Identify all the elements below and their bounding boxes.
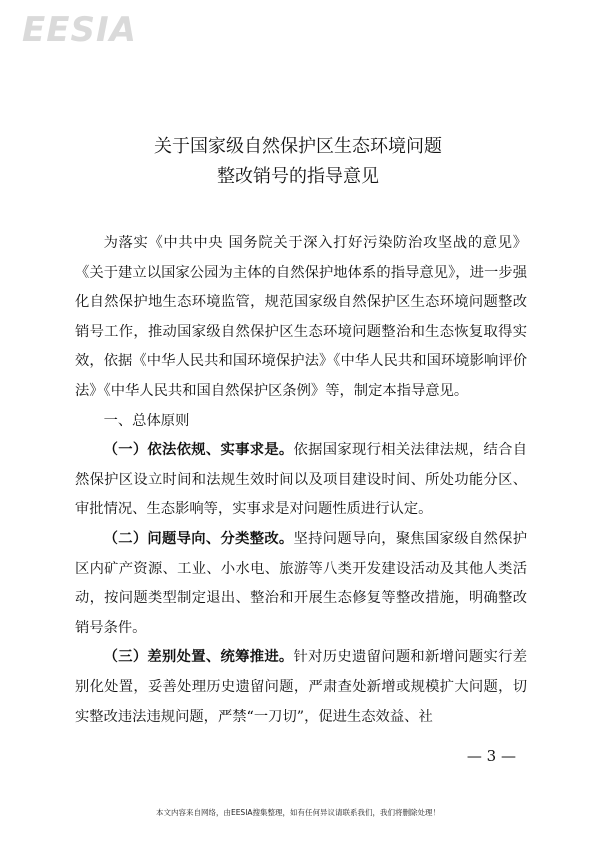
page-number: — 3 — — [466, 747, 516, 765]
intro-paragraph: 为落实《中共中央 国务院关于深入打好污染防治攻坚战的意见》《关于建立以国家公园为主体的自然保护地体系的指导意见》，进一步强化自然保护地生态环境监管，规范国家级自然保护区生态环境问题整改销号工作，推动国家级自然保护区生态环境问题整治和生态恢复取得实效，依据《中华人民共和国环境保护法》《中华人民共和国环境影响评价法》《中华人民共和国自然保护区条例》等，制定本指导意见。 — [75, 235, 527, 399]
principle-3-lead: （三）差别处置、统筹推进。 — [103, 649, 294, 666]
document-title-line-2: 整改销号的指导意见 — [217, 166, 379, 187]
principle-2-lead: （二）问题导向、分类整改。 — [103, 530, 294, 547]
document-body — [75, 229, 527, 732]
principle-paragraph-3 — [75, 643, 527, 732]
footer-disclaimer: 本文内容来自网络，由EESIA搜集整理，如有任何异议请联系我们，我们将删除处理！ — [155, 808, 441, 817]
principle-1-lead: （一）依法依规、实事求是。 — [103, 442, 294, 459]
section-heading: 一、总体原则 — [103, 412, 190, 429]
principle-2-text: 坚持问题导向，聚焦国家级自然保护区内矿产资源、工业、小水电、旅游等八类开发建设活动及其他人类活动，按问题类型制定退出、整治和开展生态修复等整改措施，明确整改销号条件。 — [75, 530, 528, 636]
principle-3-text: 针对历史遗留问题和新增问题实行差别化处置，妥善处理历史遗留问题，严肃查处新增或规模扩大问题，切实整改违法违规问题，严禁“一刀切”，促进生态效益、社 — [75, 649, 528, 725]
principle-1-text: 依据国家现行相关法律法规，结合自然保护区设立时间和法规生效时间以及项目建设时间、所处功能分区、审批情况、生态影响等，实事求是对问题性质进行认定。 — [75, 442, 528, 518]
watermark-logo: EESIA — [22, 10, 137, 50]
document-title-line-1: 关于国家级自然保护区生态环境问题 — [154, 136, 442, 157]
principle-paragraph-1 — [75, 436, 527, 525]
principle-paragraph-2 — [75, 525, 527, 643]
